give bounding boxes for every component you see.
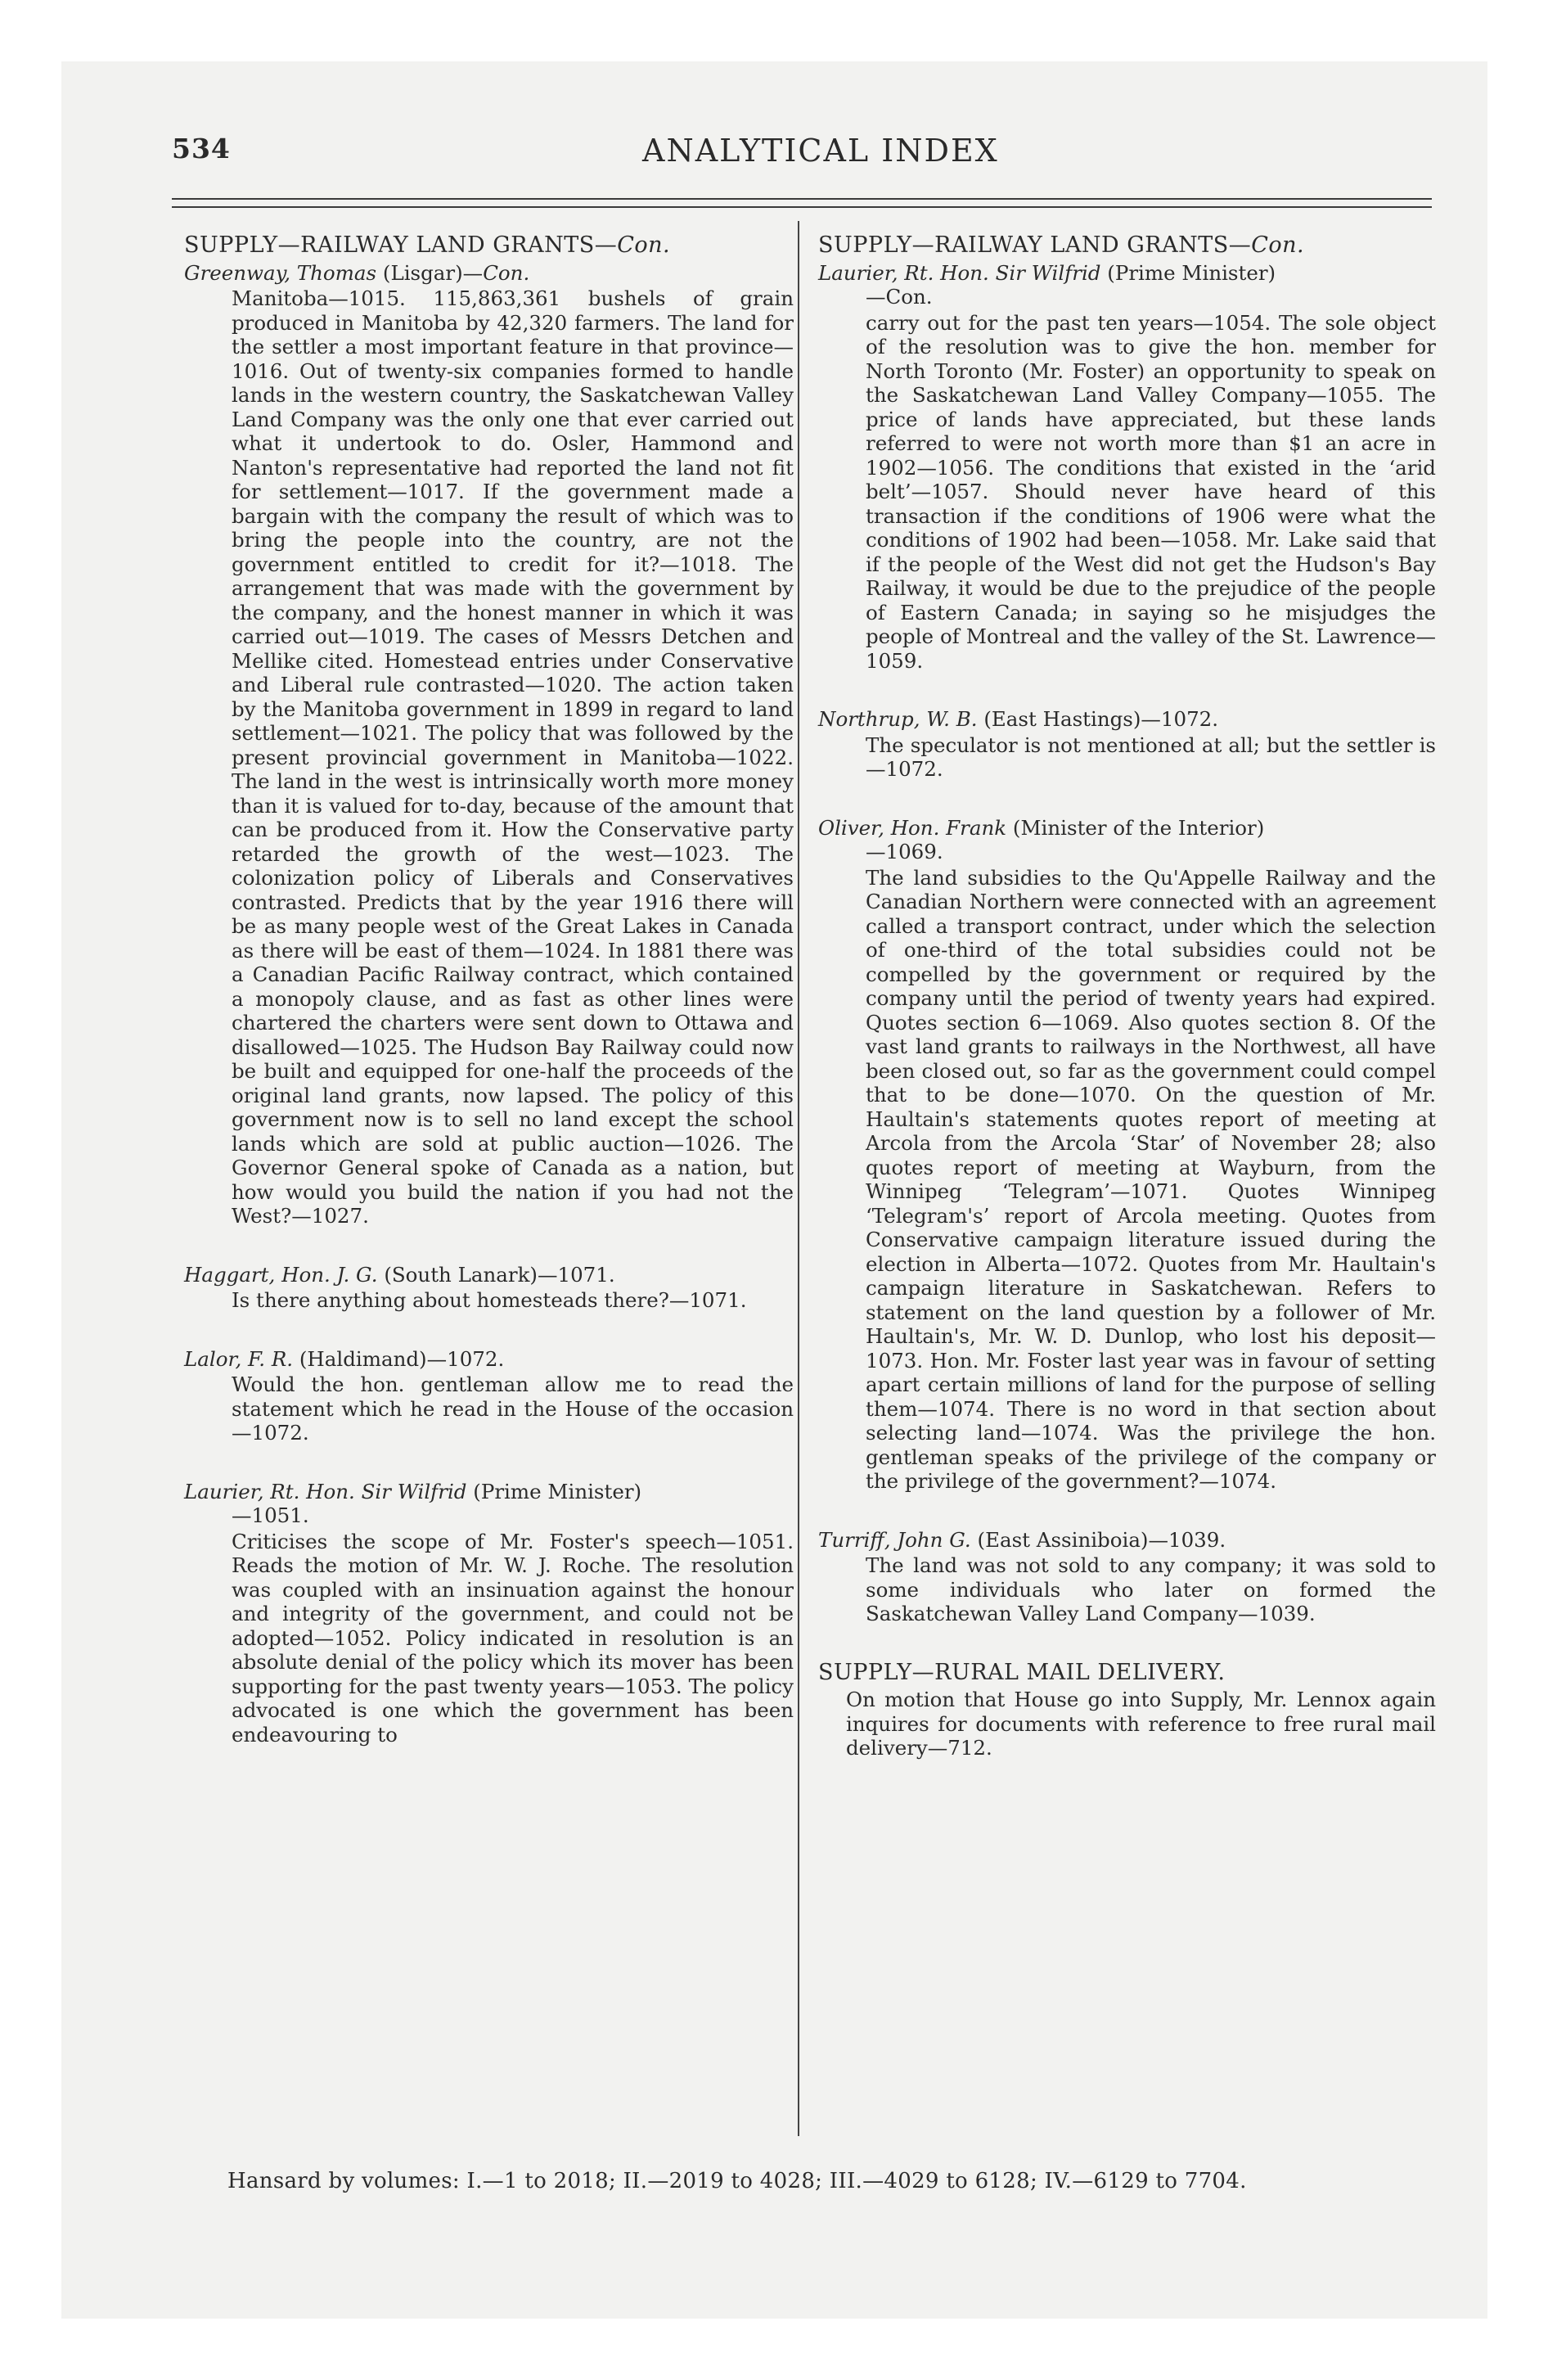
speaker-line [818, 816, 1436, 864]
speaker-role: (East Assiniboia)—1039. [977, 1527, 1226, 1552]
speaker-line [184, 1347, 794, 1372]
index-entry-greenway [184, 261, 794, 1228]
index-entry-lalor [184, 1347, 794, 1445]
speaker-ref: —1051. [232, 1503, 309, 1527]
entry-text: The land subsidies to the Qu'Appelle Railway and the Canadian Northern were connected with an agreement called a transport contract, under which the selection of one-third of the total subsidies could not be compelled by the government or required by the company until the period of twenty years had expired. Quotes section 6—1069. Also quotes section 8. Of the vast land grants to railways in the Northwest, all have been closed out, so far as the government could compel that to be done—1070. On the question of Mr. Haultain's statements quotes report of meeting at Arcola from the Arcola ‘Star’ of November 28; also quotes report of meeting at Wayburn, from the Winnipeg ‘Telegram’—1071. Quotes Winnipeg ‘Telegram's’ report of Arcola meeting. Quotes from Conservative campaign literature issued during the election in Alberta—1072. Quotes from Mr. Haultain's campaign literature in Saskatchewan. Refers to statement on the land question by a follower of Mr. Haultain's, Mr. W. D. Dunlop, who lost his deposit—1073. Hon. Mr. Foster last year was in favour of setting apart certain millions of land for the purpose of selling them—1074. There is no word in that section about selecting land—1074. Was the privilege the hon. gentleman speaks of the privilege of the company or the privilege of the government?—1074. [866, 865, 1436, 1493]
speaker-line [184, 1480, 794, 1528]
speaker-role: (Lisgar)— [382, 260, 484, 285]
running-title: ANALYTICAL INDEX [642, 133, 999, 169]
speaker-name: Oliver, Hon. Frank [818, 815, 1007, 840]
header-rule-top [172, 198, 1432, 200]
page-footer: Hansard by volumes: I.—1 to 2018; II.—2019 to 4028; III.—4029 to 6128; IV.—6129 to 7704. [227, 2169, 1247, 2193]
speaker-line [818, 707, 1436, 732]
speaker-name: Greenway, Thomas [184, 260, 377, 285]
index-entry-oliver [818, 816, 1436, 1494]
speaker-continued: —Con. [866, 285, 933, 309]
speaker-line [818, 261, 1436, 309]
speaker-role: (Minister of the Interior) [1012, 815, 1265, 840]
section-heading [818, 233, 1436, 258]
heading-text: SUPPLY—RAILWAY LAND GRANTS— [184, 232, 618, 258]
entry-text: Manitoba—1015. 115,863,361 bushels of grain produced in Manitoba by 42,320 farmers. The land for the settler a most important feature in that province—1016. Out of twenty-six companies formed to handle lands in the western country, the Saskatchewan Valley Land Company was the only one that ever carried out what it undertook to do. Osler, Hammond and Nanton's representative had reported the land not fit for settlement—1017. If the government made a bargain with the company the result of which was to bring the people into the country, are not the government entitled to credit for it?—1018. The arrangement that was made with the government by the company, and the honest manner in which it was carried out—1019. The cases of Messrs Detchen and Mellike cited. Homestead entries under Conservative and Liberal rule contrasted—1020. The action taken by the Manitoba government in 1899 in regard to land settlement—1021. The policy that was followed by the present provincial government in Manitoba—1022. The land in the west is intrinsically worth more money than it is valued for to-day, because of the amount that can be produced from it. How the Conservative party retarded the growth of the west—1023. The colonization policy of Liberals and Conservatives contrasted. Predicts that by the year 1916 there will be as many people west of the Great Lakes in Canada as there will be east of them—1024. In 1881 there was a Canadian Pacific Railway contract, which contained a monopoly clause, and as fast as other lines were chartered the charters were sent down to Ottawa and disallowed—1025. The Hudson Bay Railway could now be built and equipped for one-half the proceeds of the original land grants, now lapsed. The policy of this government now is to sell no land except the school lands which are sold at public auction—1026. The Governor General spoke of Canada as a nation, but how would you build the nation if you had not the West?—1027. [232, 286, 794, 1228]
section-heading-mail: SUPPLY—RURAL MAIL DELIVERY. [818, 1659, 1226, 1685]
entry-text: carry out for the past ten years—1054. The sole object of the resolution was to give the hon. member for North Toronto (Mr. Foster) an opportunity to speak on the Saskatchewan Land Valley Company—1055. The price of lands have appreciated, but these lands referred to were not worth more than $1 an acre in 1902—1056. The conditions that existed in the ‘arid belt’—1057. Should never have heard of this transaction if the conditions of 1906 were what the conditions of 1902 had been—1058. Mr. Lake said that if the people of the West did not get the Hudson's Bay Railway, it would be due to the prejudice of the people of Eastern Canada; in saying so he misjudges the people of Montreal and the valley of the St. Lawrence—1059. [866, 310, 1436, 673]
speaker-role: (South Lanark)—1071. [384, 1262, 615, 1287]
speaker-line [184, 261, 794, 286]
speaker-name: Turriff, John G. [818, 1527, 971, 1552]
heading-continued: Con. [617, 232, 671, 258]
index-entry-haggart [184, 1263, 794, 1313]
index-entry-laurier [184, 1480, 794, 1747]
speaker-continued: Con. [483, 260, 530, 285]
entry-text: Criticises the scope of Mr. Foster's speech—1051. Reads the motion of Mr. W. J. Roche. The resolution was coupled with an insinuation against the honour and integrity of the government, and could not be adopted—1052. Policy indicated in resolution is an absolute denial of the policy which its mover has been supporting for the past twenty years—1053. The policy advocated is one which the government has been endeavouring to [232, 1529, 794, 1747]
speaker-name: Northrup, W. B. [818, 707, 978, 731]
header-rule-bottom [172, 206, 1432, 208]
speaker-name: Lalor, F. R. [184, 1346, 294, 1371]
entry-text: Is there anything about homesteads there?—1071. [232, 1288, 747, 1312]
speaker-ref: —1069. [866, 840, 943, 863]
index-entry-turriff [818, 1528, 1436, 1626]
index-entry-mail [818, 1688, 1436, 1760]
speaker-name: Laurier, Rt. Hon. Sir Wilfrid [184, 1479, 467, 1503]
speaker-role: (Prime Minister) [1107, 260, 1276, 285]
entry-text: On motion that House go into Supply, Mr. Lennox again inquires for documents with reference to free rural mail delivery—712. [846, 1688, 1436, 1760]
speaker-line [818, 1528, 1436, 1553]
heading-text: SUPPLY—RAILWAY LAND GRANTS— [818, 232, 1252, 258]
right-column [818, 233, 1436, 1772]
speaker-line [184, 1263, 794, 1287]
speaker-role: (East Hastings)—1072. [983, 707, 1219, 731]
section-heading [184, 233, 794, 258]
page-number: 534 [172, 133, 231, 165]
column-divider [798, 221, 799, 2136]
index-entry-laurier-cont [818, 261, 1436, 674]
page-header [172, 133, 1432, 182]
speaker-name: Laurier, Rt. Hon. Sir Wilfrid [818, 260, 1101, 285]
entry-text: The land was not sold to any company; it was sold to some individuals who later on formed the Saskatchewan Valley Land Company—1039. [866, 1553, 1436, 1625]
left-column [184, 233, 794, 1758]
speaker-role: (Prime Minister) [473, 1479, 642, 1503]
index-entry-northrup [818, 707, 1436, 782]
speaker-name: Haggart, Hon. J. G. [184, 1262, 378, 1287]
speaker-role: (Haldimand)—1072. [299, 1346, 505, 1371]
entry-text: Would the hon. gentleman allow me to read the statement which he read in the House of the occasion—1072. [232, 1373, 794, 1445]
entry-text: The speculator is not mentioned at all; but the settler is—1072. [866, 732, 1436, 781]
heading-continued: Con. [1251, 232, 1305, 258]
